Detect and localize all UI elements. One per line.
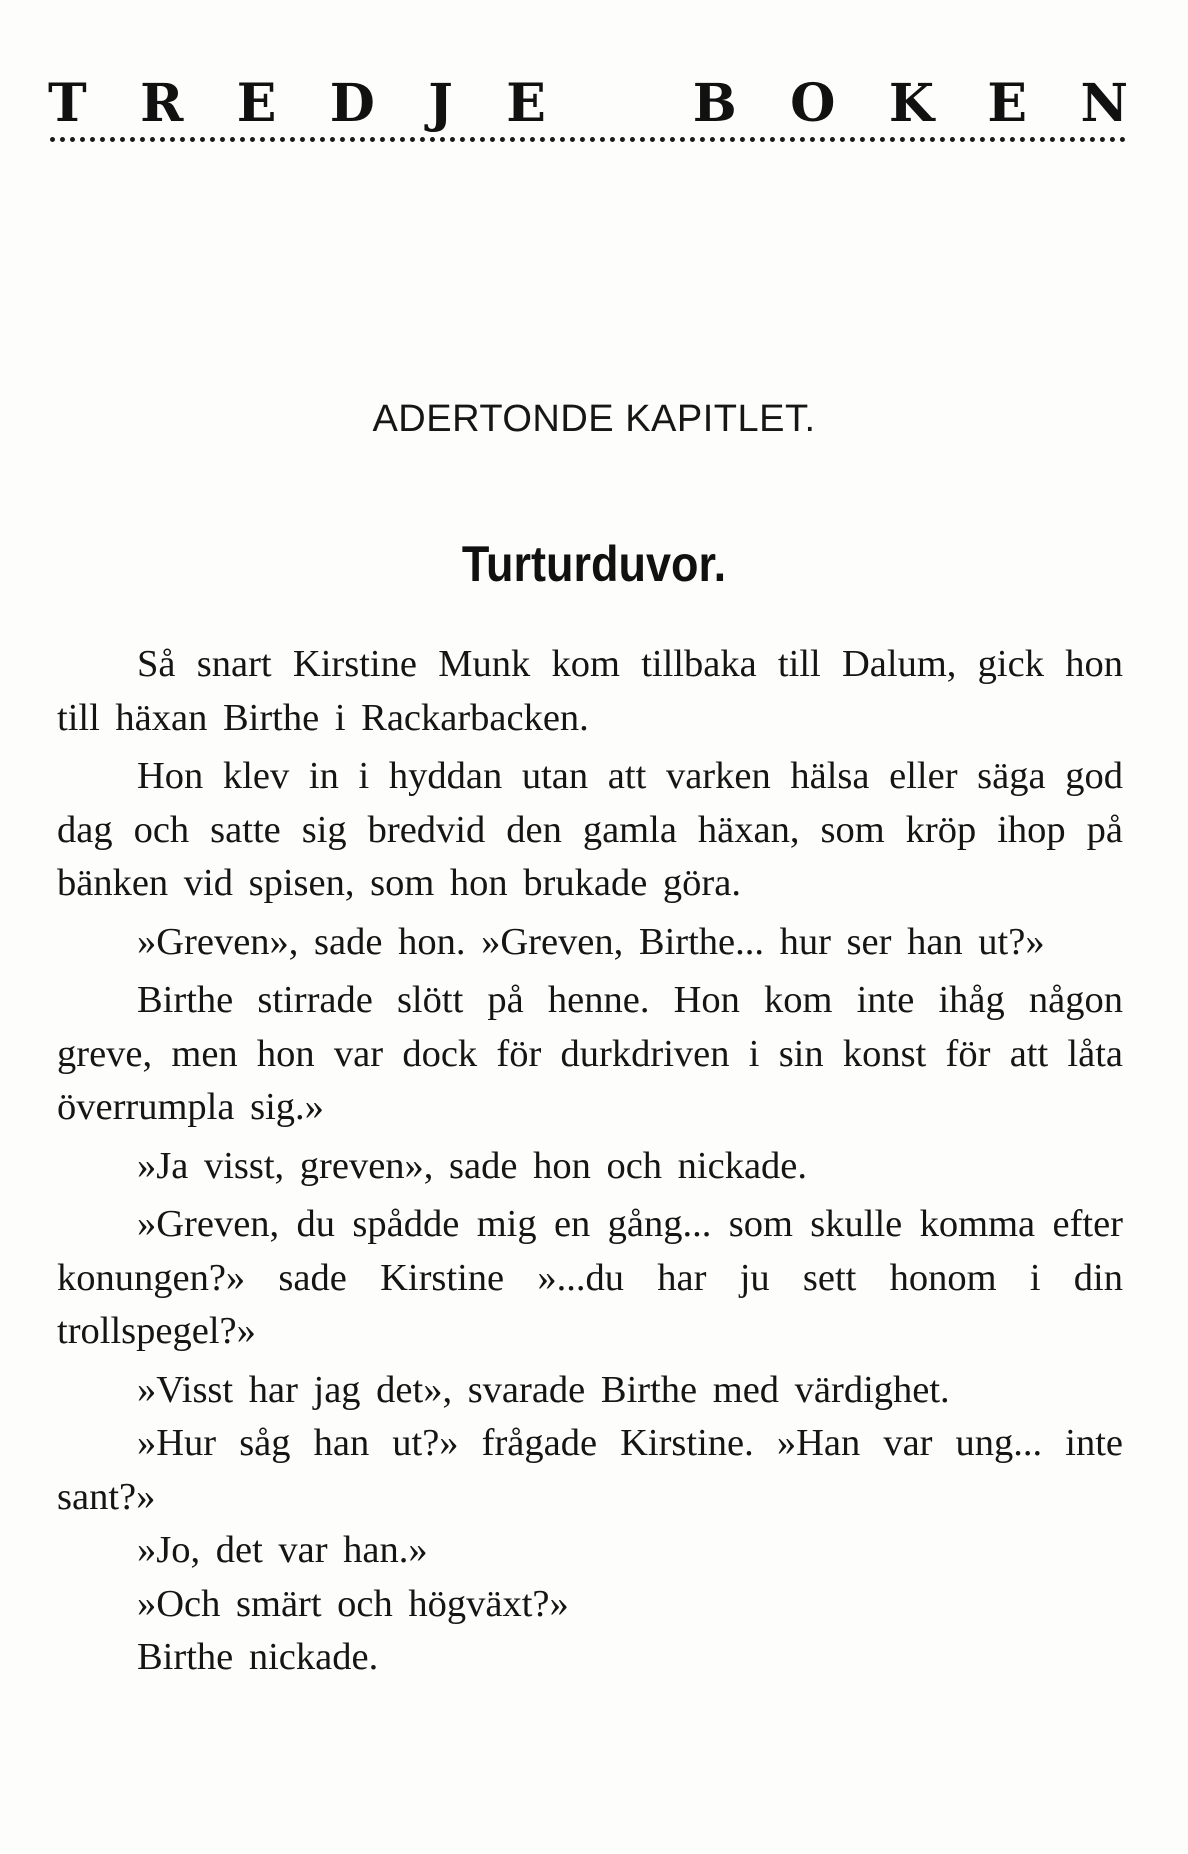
running-head-word-gap	[599, 74, 639, 134]
paragraph: »Greven», sade hon. »Greven, Birthe... hur ser han ut?»	[137, 920, 1045, 963]
body-text	[57, 638, 1123, 1685]
running-head-letter: B	[692, 73, 737, 134]
chapter-title: Turturduvor.	[461, 536, 727, 592]
running-head-letter: E	[506, 73, 546, 134]
paragraph: Birthe stirrade slött på henne. Hon kom inte ihåg någon greve, men hon var dock för durkdriven i sin konst för att låta överrumpla sig.»	[57, 979, 1123, 1128]
running-head-letter: O	[790, 73, 836, 134]
running-head-letter: N	[1080, 73, 1128, 134]
running-head-letter: J	[428, 73, 453, 134]
running-head	[48, 74, 1128, 134]
paragraph: Hon klev in i hyddan utan att varken hälsa eller säga god dag och satte sig bredvid den gamla häxan, som kröp ihop på bänken vid spisen, som hon brukade göra.	[57, 755, 1123, 904]
paragraph: »Hur såg han ut?» frågade Kirstine. »Han var ung... inte sant?»	[57, 1422, 1123, 1518]
chapter-label: ADERTONDE KAPITLET.	[372, 398, 816, 440]
running-head-letter: E	[987, 73, 1028, 134]
paragraph: »Och smärt och högväxt?»	[137, 1582, 569, 1625]
running-head-letter: K	[888, 73, 935, 134]
running-head-letter: T	[48, 73, 87, 134]
running-head-letter: R	[140, 73, 184, 134]
running-head-letter: D	[329, 73, 375, 134]
paragraph: »Ja visst, greven», sade hon och nickade.	[137, 1144, 808, 1187]
paragraph: »Greven, du spådde mig en gång... som skulle komma efter konungen?» sade Kirstine »...du har ju sett honom i din trollspegel?»	[57, 1203, 1123, 1352]
dotted-rule-divider	[50, 137, 1126, 142]
paragraph: »Visst har jag det», svarade Birthe med värdighet.	[137, 1368, 950, 1411]
paragraph: Så snart Kirstine Munk kom tillbaka till Dalum, gick hon till häxan Birthe i Rackarbacken.	[57, 643, 1123, 739]
paragraph: »Jo, det var han.»	[137, 1529, 428, 1571]
paragraph: Birthe nickade.	[137, 1636, 379, 1678]
running-head-letter: E	[236, 73, 277, 134]
